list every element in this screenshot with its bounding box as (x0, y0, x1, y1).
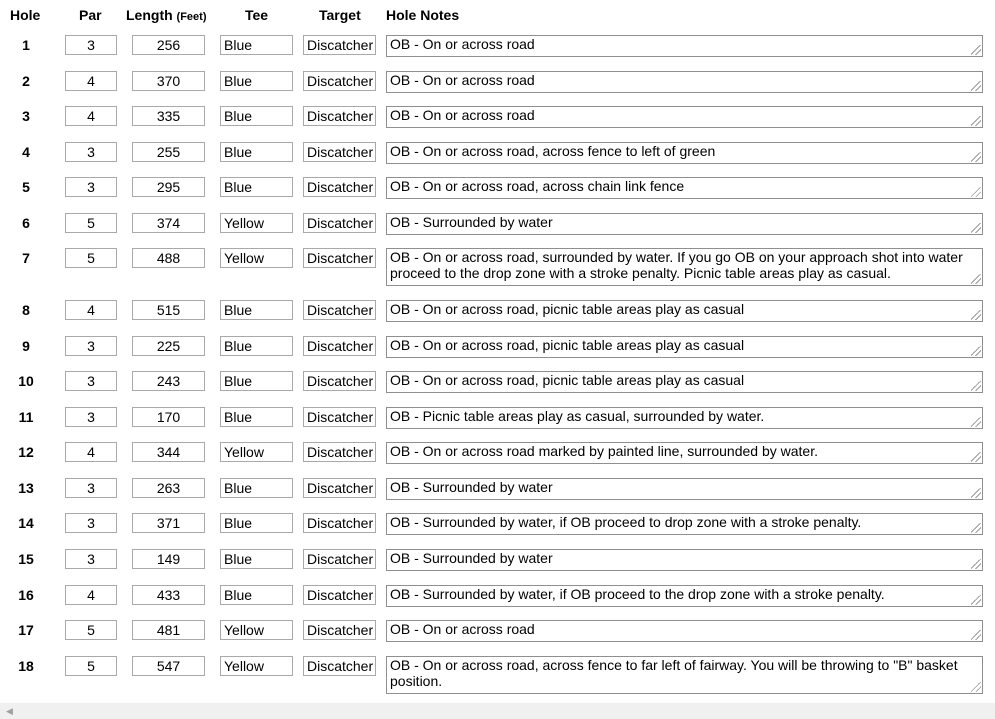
hole-notes-textarea[interactable] (386, 620, 983, 642)
resize-grip-icon[interactable] (971, 523, 981, 533)
tee-input[interactable]: Yellow (220, 620, 293, 640)
target-input[interactable]: Discatcher (303, 656, 376, 676)
tee-input[interactable]: Blue (220, 106, 293, 126)
length-input[interactable]: 149 (132, 549, 205, 569)
hole-number: 4 (22, 144, 30, 160)
hole-number: 7 (22, 250, 30, 266)
hole-notes-text: OB - On or across road marked by painted line, surrounded by water. (390, 443, 818, 459)
tee-input[interactable]: Blue (220, 300, 293, 320)
resize-grip-icon[interactable] (971, 417, 981, 427)
resize-grip-icon[interactable] (971, 488, 981, 498)
tee-input[interactable]: Blue (220, 71, 293, 91)
hole-notes-textarea[interactable] (386, 248, 983, 286)
target-input[interactable]: Discatcher (303, 300, 376, 320)
par-input[interactable]: 3 (65, 478, 117, 498)
resize-grip-icon[interactable] (971, 381, 981, 391)
hole-notes-textarea[interactable] (386, 371, 983, 393)
par-input[interactable]: 3 (65, 35, 117, 55)
header-target: Target (319, 7, 361, 23)
length-input[interactable]: 225 (132, 336, 205, 356)
hole-notes-textarea[interactable] (386, 656, 983, 694)
hole-notes-text: OB - On or across road, surrounded by water. If you go OB on your approach shot into water proceed to the drop zone with a stroke penalty. Picnic table areas play as casual. (390, 249, 963, 281)
hole-notes-textarea[interactable] (386, 213, 983, 235)
resize-grip-icon[interactable] (971, 187, 981, 197)
horizontal-scrollbar[interactable] (0, 703, 995, 719)
par-input[interactable]: 4 (65, 442, 117, 462)
target-input[interactable]: Discatcher (303, 371, 376, 391)
hole-notes-text: OB - On or across road, picnic table areas play as casual (390, 372, 745, 388)
tee-input[interactable]: Blue (220, 35, 293, 55)
tee-input[interactable]: Yellow (220, 442, 293, 462)
tee-input[interactable]: Yellow (220, 213, 293, 233)
hole-notes-text: OB - On or across road, picnic table areas play as casual (390, 301, 745, 317)
par-input[interactable]: 5 (65, 213, 117, 233)
resize-grip-icon[interactable] (971, 630, 981, 640)
tee-input[interactable]: Blue (220, 142, 293, 162)
resize-grip-icon[interactable] (971, 81, 981, 91)
length-input[interactable]: 371 (132, 513, 205, 533)
tee-input[interactable]: Blue (220, 585, 293, 605)
par-input[interactable]: 3 (65, 177, 117, 197)
hole-notes-text: OB - Surrounded by water, if OB proceed to drop zone with a stroke penalty. (390, 514, 862, 530)
length-input[interactable]: 263 (132, 478, 205, 498)
length-input[interactable]: 344 (132, 442, 205, 462)
hole-notes-textarea[interactable] (386, 407, 983, 429)
tee-input[interactable]: Blue (220, 336, 293, 356)
par-input[interactable]: 3 (65, 142, 117, 162)
target-input[interactable]: Discatcher (303, 213, 376, 233)
resize-grip-icon[interactable] (971, 274, 981, 284)
header-tee: Tee (245, 7, 269, 23)
hole-notes-text: OB - Surrounded by water, if OB proceed to the drop zone with a stroke penalty. (390, 586, 885, 602)
hole-notes-text: OB - On or across road, across chain link fence (390, 178, 685, 194)
par-input[interactable]: 3 (65, 336, 117, 356)
hole-number: 2 (22, 73, 30, 89)
par-input[interactable]: 3 (65, 407, 117, 427)
resize-grip-icon[interactable] (971, 682, 981, 692)
target-input[interactable]: Discatcher (303, 106, 376, 126)
hole-number: 11 (18, 409, 34, 425)
target-input[interactable]: Discatcher (303, 35, 376, 55)
header-hole-notes: Hole Notes (386, 7, 460, 23)
resize-grip-icon[interactable] (971, 452, 981, 462)
hole-number: 14 (18, 515, 34, 531)
resize-grip-icon[interactable] (971, 223, 981, 233)
hole-notes-textarea[interactable] (386, 35, 983, 57)
hole-number: 5 (22, 179, 30, 195)
hole-notes-text: OB - Surrounded by water (390, 479, 553, 495)
hole-number: 15 (18, 551, 34, 567)
length-input[interactable]: 170 (132, 407, 205, 427)
par-input[interactable]: 5 (65, 620, 117, 640)
hole-number: 16 (18, 587, 34, 603)
hole-number: 1 (22, 37, 30, 53)
header-length (126, 7, 207, 23)
tee-input[interactable]: Blue (220, 371, 293, 391)
par-input[interactable]: 3 (65, 549, 117, 569)
par-input[interactable]: 4 (65, 585, 117, 605)
length-input[interactable]: 256 (132, 35, 205, 55)
tee-input[interactable]: Blue (220, 478, 293, 498)
hole-notes-text: OB - On or across road (390, 72, 535, 88)
target-input[interactable]: Discatcher (303, 549, 376, 569)
target-input[interactable]: Discatcher (303, 620, 376, 640)
target-input[interactable]: Discatcher (303, 478, 376, 498)
hole-number: 13 (18, 480, 34, 496)
target-input[interactable]: Discatcher (303, 142, 376, 162)
tee-input[interactable]: Blue (220, 513, 293, 533)
hole-notes-textarea[interactable] (386, 71, 983, 93)
hole-notes-textarea[interactable] (386, 585, 983, 607)
hole-notes-textarea[interactable] (386, 106, 983, 128)
resize-grip-icon[interactable] (971, 346, 981, 356)
par-input[interactable]: 4 (65, 71, 117, 91)
length-input[interactable]: 374 (132, 213, 205, 233)
hole-number: 8 (22, 302, 30, 318)
hole-notes-textarea[interactable] (386, 177, 983, 199)
length-input[interactable]: 547 (132, 656, 205, 676)
target-input[interactable]: Discatcher (303, 248, 376, 268)
hole-number: 18 (18, 658, 34, 674)
table-header-row (0, 0, 995, 30)
hole-notes-text: OB - Picnic table areas play as casual, surrounded by water. (390, 408, 765, 424)
par-input[interactable]: 5 (65, 656, 117, 676)
hole-notes-text: OB - On or across road (390, 107, 535, 123)
hole-notes-text: OB - On or across road, picnic table areas play as casual (390, 337, 745, 353)
hole-notes-text: OB - On or across road (390, 621, 535, 637)
resize-grip-icon[interactable] (971, 559, 981, 569)
target-input[interactable]: Discatcher (303, 71, 376, 91)
hole-number: 17 (18, 622, 34, 638)
target-input[interactable]: Discatcher (303, 513, 376, 533)
length-input[interactable]: 433 (132, 585, 205, 605)
hole-notes-textarea[interactable] (386, 478, 983, 500)
resize-grip-icon[interactable] (971, 152, 981, 162)
resize-grip-icon[interactable] (971, 310, 981, 320)
scroll-left-arrow-icon[interactable]: ◀ (6, 706, 13, 716)
header-length-unit: (Feet) (176, 11, 207, 23)
tee-input[interactable]: Yellow (220, 656, 293, 676)
hole-notes-text: OB - Surrounded by water (390, 550, 553, 566)
resize-grip-icon[interactable] (971, 595, 981, 605)
par-input[interactable]: 4 (65, 300, 117, 320)
hole-number: 6 (22, 215, 30, 231)
par-input[interactable]: 3 (65, 513, 117, 533)
length-input[interactable]: 370 (132, 71, 205, 91)
hole-notes-textarea[interactable] (386, 300, 983, 322)
par-input[interactable]: 5 (65, 248, 117, 268)
hole-notes-textarea[interactable] (386, 513, 983, 535)
target-input[interactable]: Discatcher (303, 442, 376, 462)
length-input[interactable]: 488 (132, 248, 205, 268)
target-input[interactable]: Discatcher (303, 407, 376, 427)
hole-number: 12 (18, 444, 34, 460)
target-input[interactable]: Discatcher (303, 177, 376, 197)
hole-notes-textarea[interactable] (386, 142, 983, 164)
hole-notes-textarea[interactable] (386, 442, 983, 464)
header-hole: Hole (10, 7, 41, 23)
par-input[interactable]: 4 (65, 106, 117, 126)
length-input[interactable]: 243 (132, 371, 205, 391)
target-input[interactable]: Discatcher (303, 336, 376, 356)
length-input[interactable]: 515 (132, 300, 205, 320)
length-input[interactable]: 481 (132, 620, 205, 640)
hole-number: 9 (22, 338, 30, 354)
hole-notes-textarea[interactable] (386, 336, 983, 358)
length-input[interactable]: 295 (132, 177, 205, 197)
length-input[interactable]: 335 (132, 106, 205, 126)
tee-input[interactable]: Blue (220, 549, 293, 569)
hole-number: 10 (18, 373, 34, 389)
hole-notes-text: OB - On or across road, across fence to left of green (390, 143, 716, 159)
hole-notes-text: OB - Surrounded by water (390, 214, 553, 230)
tee-input[interactable]: Blue (220, 407, 293, 427)
hole-notes-textarea[interactable] (386, 549, 983, 571)
hole-number: 3 (22, 108, 30, 124)
target-input[interactable]: Discatcher (303, 585, 376, 605)
length-input[interactable]: 255 (132, 142, 205, 162)
hole-notes-text: OB - On or across road (390, 36, 535, 52)
tee-input[interactable]: Yellow (220, 248, 293, 268)
header-length-label: Length (126, 7, 173, 23)
resize-grip-icon[interactable] (971, 45, 981, 55)
tee-input[interactable]: Blue (220, 177, 293, 197)
header-par: Par (79, 7, 102, 23)
resize-grip-icon[interactable] (971, 116, 981, 126)
hole-notes-text: OB - On or across road, across fence to far left of fairway. You will be throwing to "B" basket position. (390, 657, 958, 689)
par-input[interactable]: 3 (65, 371, 117, 391)
